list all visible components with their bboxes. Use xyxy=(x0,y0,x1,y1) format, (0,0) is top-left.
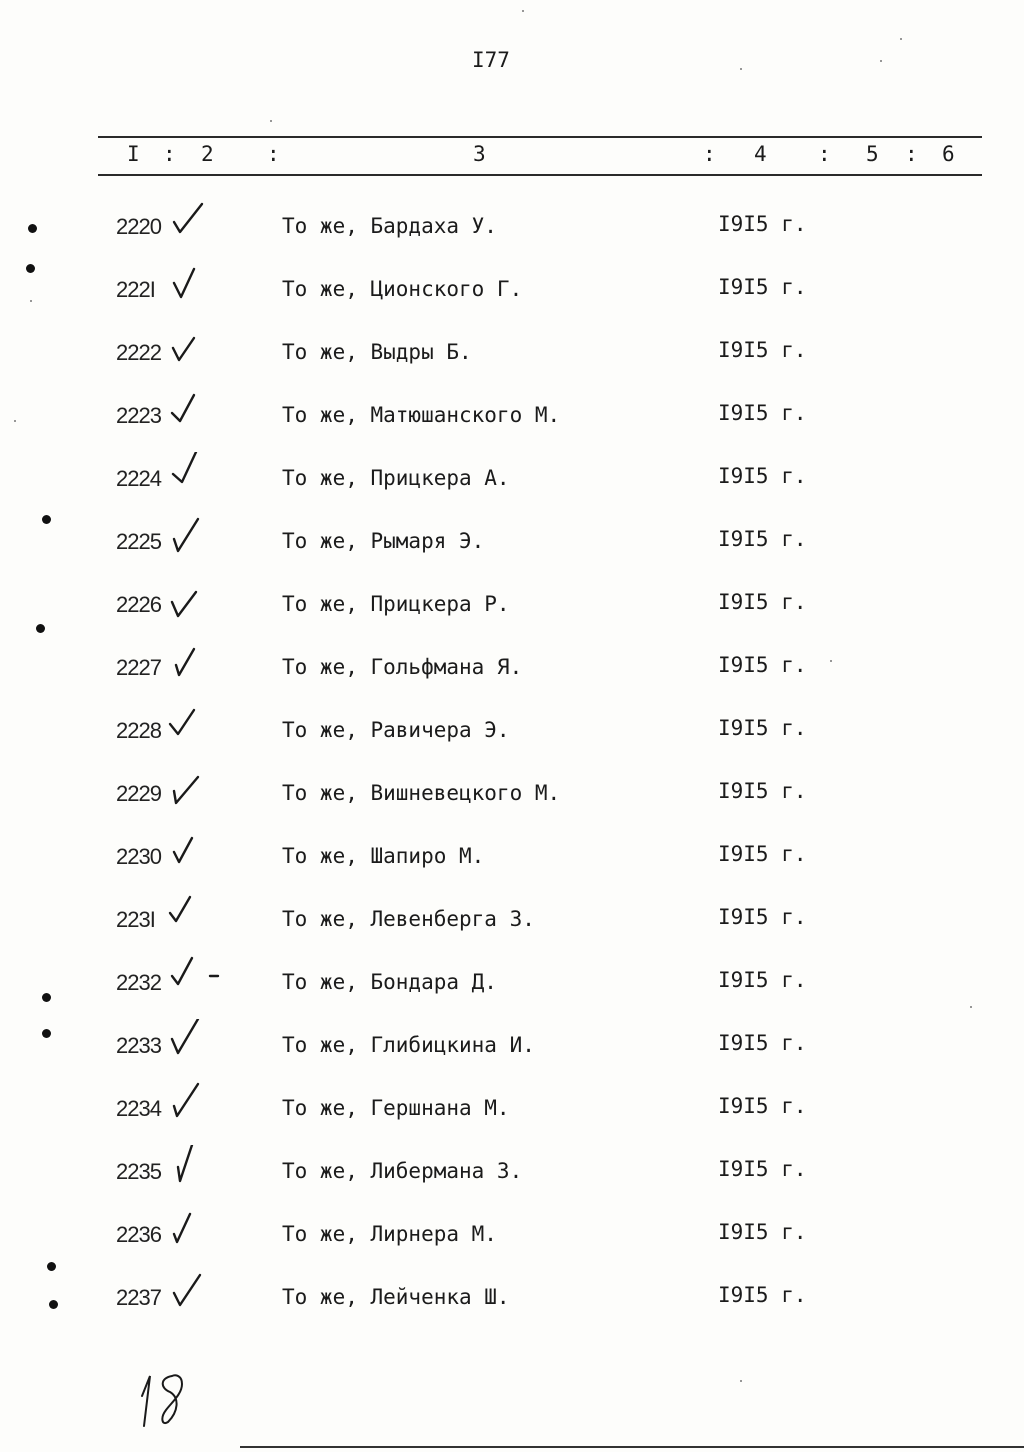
table-row xyxy=(0,328,1024,368)
record-number: 2234 xyxy=(116,1096,161,1121)
checkmark-icon xyxy=(168,830,208,876)
scan-speck xyxy=(830,660,832,662)
record-description: То же, Бардаха У. xyxy=(282,214,497,238)
record-description: То же, Прицкера Р. xyxy=(282,592,510,616)
header-separator: : xyxy=(818,142,831,166)
header-separator: : xyxy=(267,142,280,166)
checkmark-icon xyxy=(168,263,208,309)
record-year: I9I5 г. xyxy=(718,401,807,425)
checkmark-icon xyxy=(168,956,228,1002)
checkmark-icon xyxy=(168,578,208,624)
header-col-5: 5 xyxy=(866,142,879,166)
checkmark-icon xyxy=(168,1271,208,1317)
scan-speck xyxy=(522,10,524,12)
checkmark-icon xyxy=(168,641,208,687)
table-row xyxy=(0,1210,1024,1250)
header-col-1: I xyxy=(127,142,140,166)
record-number: 2227 xyxy=(116,655,161,680)
checkmark-icon xyxy=(168,452,208,498)
record-number: 2235 xyxy=(116,1159,161,1184)
checkmark-icon xyxy=(168,893,208,939)
record-number: 223I xyxy=(116,907,155,932)
record-description: То же, Левенберга З. xyxy=(282,907,535,931)
record-number: 2232 xyxy=(116,970,161,995)
checkmark-icon xyxy=(168,515,208,561)
scan-speck xyxy=(14,420,16,422)
record-number: 2222 xyxy=(116,340,161,365)
table-top-rule xyxy=(98,136,982,138)
table-row xyxy=(0,265,1024,305)
record-year: I9I5 г. xyxy=(718,779,807,803)
record-number: 2230 xyxy=(116,844,161,869)
record-year: I9I5 г. xyxy=(718,716,807,740)
table-row xyxy=(0,580,1024,620)
record-description: То же, Лейченка Ш. xyxy=(282,1285,510,1309)
record-number: 2226 xyxy=(116,592,161,617)
scan-speck xyxy=(270,120,272,122)
table-row xyxy=(0,895,1024,935)
table-header xyxy=(0,142,1024,168)
record-year: I9I5 г. xyxy=(718,527,807,551)
scan-speck xyxy=(880,60,882,62)
header-separator: : xyxy=(703,142,716,166)
record-number: 2225 xyxy=(116,529,161,554)
header-col-2: 2 xyxy=(201,142,214,166)
record-number: 2236 xyxy=(116,1222,161,1247)
record-year: I9I5 г. xyxy=(718,590,807,614)
table-row xyxy=(0,1273,1024,1313)
record-year: I9I5 г. xyxy=(718,905,807,929)
record-description: То же, Бондара Д. xyxy=(282,970,497,994)
table-header-rule xyxy=(98,174,982,176)
header-col-3: 3 xyxy=(473,142,486,166)
scan-speck xyxy=(740,68,742,70)
record-year: I9I5 г. xyxy=(718,275,807,299)
record-number: 2223 xyxy=(116,403,161,428)
record-number: 2228 xyxy=(116,718,161,743)
record-year: I9I5 г. xyxy=(718,1031,807,1055)
record-description: То же, Ционского Г. xyxy=(282,277,523,301)
record-number: 2229 xyxy=(116,781,161,806)
header-separator: : xyxy=(905,142,918,166)
checkmark-icon xyxy=(168,1145,208,1191)
checkmark-icon xyxy=(168,1208,208,1254)
table-row xyxy=(0,832,1024,872)
record-description: То же, Гершнана М. xyxy=(282,1096,510,1120)
record-description: То же, Рымаря Э. xyxy=(282,529,485,553)
record-description: То же, Равичера Э. xyxy=(282,718,510,742)
table-row xyxy=(0,769,1024,809)
table-row xyxy=(0,643,1024,683)
table-row xyxy=(0,1021,1024,1061)
record-description: То же, Матюшанского М. xyxy=(282,403,561,427)
record-number: 2233 xyxy=(116,1033,161,1058)
record-number: 222I xyxy=(116,277,155,302)
record-year: I9I5 г. xyxy=(718,842,807,866)
record-description: То же, Гольфмана Я. xyxy=(282,655,523,679)
header-col-6: 6 xyxy=(942,142,955,166)
scan-speck xyxy=(970,1006,972,1008)
checkmark-icon xyxy=(168,1082,208,1128)
record-number: 2220 xyxy=(116,214,161,239)
punch-hole-icon xyxy=(47,1262,56,1271)
punch-hole-icon xyxy=(26,264,35,273)
record-year: I9I5 г. xyxy=(718,1094,807,1118)
page-bottom-edge xyxy=(240,1446,1024,1448)
checkmark-icon xyxy=(168,1019,208,1065)
record-year: I9I5 г. xyxy=(718,464,807,488)
record-description: То же, Либермана З. xyxy=(282,1159,523,1183)
punch-hole-icon xyxy=(49,1300,58,1309)
punch-hole-icon xyxy=(42,1029,51,1038)
record-description: То же, Вишневецкого М. xyxy=(282,781,561,805)
punch-hole-icon xyxy=(36,624,45,633)
record-number: 2224 xyxy=(116,466,161,491)
header-col-4: 4 xyxy=(754,142,767,166)
table-row xyxy=(0,1147,1024,1187)
record-number: 2237 xyxy=(116,1285,161,1310)
table-row xyxy=(0,454,1024,494)
checkmark-icon xyxy=(168,389,208,435)
table-row xyxy=(0,1084,1024,1124)
record-year: I9I5 г. xyxy=(718,1220,807,1244)
table-row xyxy=(0,202,1024,242)
punch-hole-icon xyxy=(42,515,51,524)
record-description: То же, Глибицкина И. xyxy=(282,1033,535,1057)
table-row xyxy=(0,706,1024,746)
checkmark-icon xyxy=(168,326,208,372)
record-year: I9I5 г. xyxy=(718,1157,807,1181)
handwritten-note xyxy=(138,1372,208,1432)
scan-speck xyxy=(900,38,902,40)
record-description: То же, Шапиро М. xyxy=(282,844,485,868)
checkmark-icon xyxy=(168,704,208,750)
record-year: I9I5 г. xyxy=(718,653,807,677)
header-separator: : xyxy=(163,142,176,166)
page-number: I77 xyxy=(472,48,510,72)
checkmark-icon xyxy=(168,200,208,246)
table-row xyxy=(0,958,1024,998)
record-year: I9I5 г. xyxy=(718,968,807,992)
table-row xyxy=(0,517,1024,557)
record-year: I9I5 г. xyxy=(718,338,807,362)
record-year: I9I5 г. xyxy=(718,212,807,236)
checkmark-icon xyxy=(168,767,208,813)
handwritten-number xyxy=(138,1372,208,1428)
record-description: То же, Прицкера А. xyxy=(282,466,510,490)
record-description: То же, Лирнера М. xyxy=(282,1222,497,1246)
punch-hole-icon xyxy=(42,993,51,1002)
scan-speck xyxy=(30,300,32,302)
record-year: I9I5 г. xyxy=(718,1283,807,1307)
punch-hole-icon xyxy=(28,224,37,233)
scan-speck xyxy=(740,1380,742,1382)
record-description: То же, Выдры Б. xyxy=(282,340,472,364)
table-row xyxy=(0,391,1024,431)
